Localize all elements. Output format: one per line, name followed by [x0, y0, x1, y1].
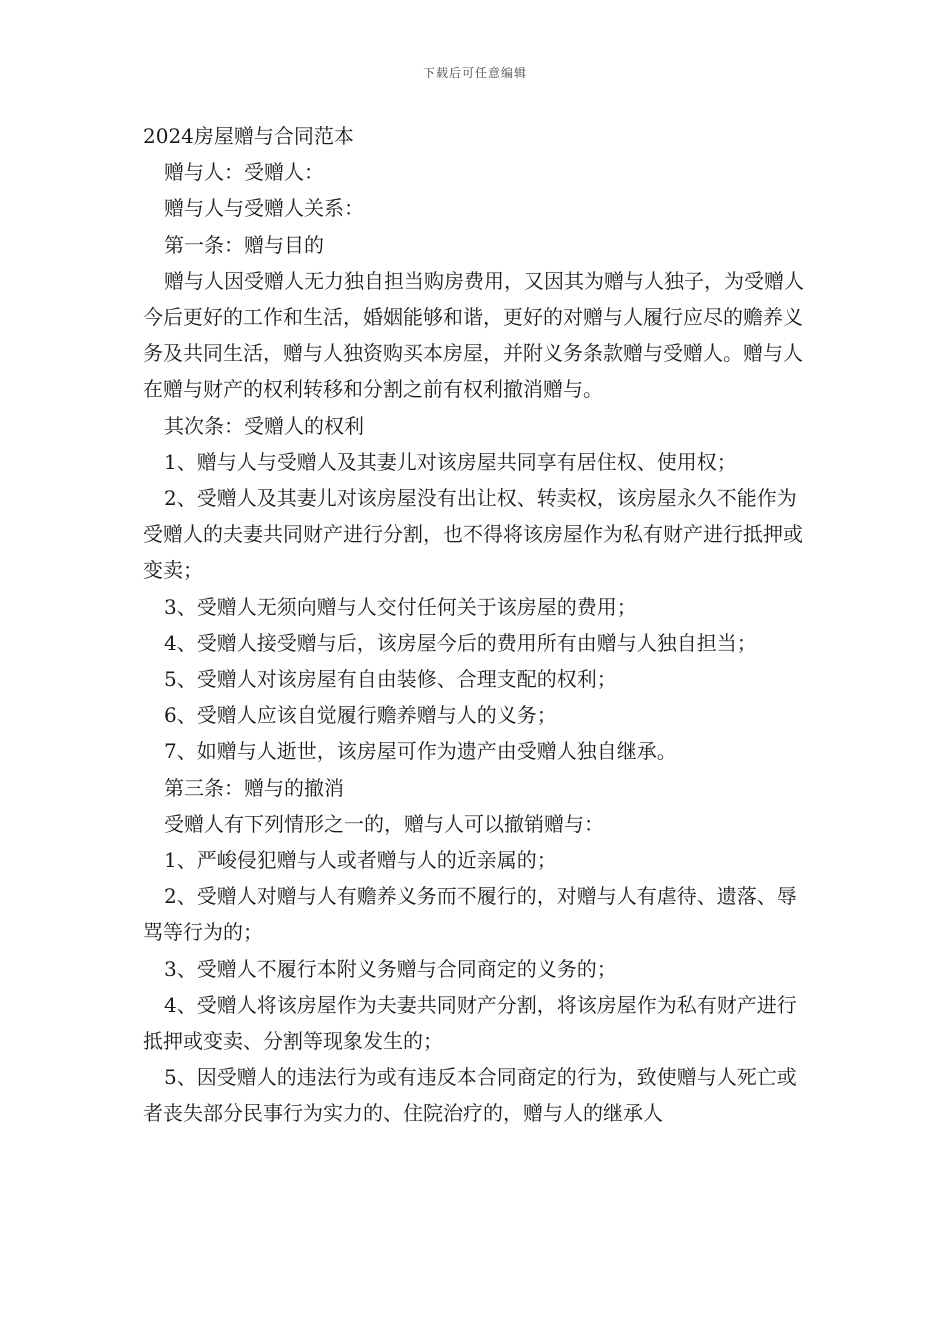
- paragraph-relationship: 赠与人与受赠人关系：: [164, 196, 364, 221]
- article-3-item-4: 4、受赠人将该房屋作为夫妻共同财产分割，将该房屋作为私有财产进行抵押或变卖、分割等现象发生的；: [143, 992, 797, 1054]
- article-2-item-7: 7、如赠与人逝世，该房屋可作为遗产由受赠人独自继承。: [164, 739, 677, 764]
- paragraph-parties: 赠与人：受赠人：: [164, 160, 324, 185]
- article-2-heading: 其次条：受赠人的权利: [164, 413, 364, 438]
- article-1-heading: 第一条：赠与目的: [164, 232, 324, 257]
- article-2-item-4: 4、受赠人接受赠与后，该房屋今后的费用所有由赠与人独自担当；: [164, 630, 757, 655]
- article-2-item-1: 1、赠与人与受赠人及其妻儿对该房屋共同享有居住权、使用权；: [164, 449, 737, 474]
- article-3-heading: 第三条：赠与的撤消: [164, 775, 344, 800]
- article-1-body: 赠与人因受赠人无力独自担当购房费用，又因其为赠与人独子，为受赠人今后更好的工作和生活，婚姻能够和谐，更好的对赠与人履行应尽的赡养义务及共同生活，赠与人独资购买本房屋，并附义务条款赠与受赠人。赠与人在赠与财产的权利转移和分割之前有权利撤消赠与。: [143, 268, 804, 402]
- article-3-item-5: 5、因受赠人的违法行为或有违反本合同商定的行为，致使赠与人死亡或者丧失部分民事行为实力的、住院治疗的，赠与人的继承人: [143, 1065, 797, 1126]
- article-3-item-3: 3、受赠人不履行本附义务赠与合同商定的义务的；: [164, 956, 617, 981]
- article-2-item-2: 2、受赠人及其妻儿对该房屋没有出让权、转卖权，该房屋永久不能作为受赠人的夫妻共同财产进行分割，也不得将该房屋作为私有财产进行抵押或变卖；: [143, 486, 803, 583]
- article-2-item-5: 5、受赠人对该房屋有自由装修、合理支配的权利；: [164, 667, 617, 692]
- document-title: 2024房屋赠与合同范本: [143, 124, 354, 148]
- header-note: 下载后可任意编辑: [422, 66, 527, 80]
- article-2-item-6: 6、受赠人应该自觉履行赡养赠与人的义务；: [164, 703, 557, 728]
- article-3-item-1: 1、严峻侵犯赠与人或者赠与人的近亲属的；: [164, 848, 557, 873]
- article-3-intro: 受赠人有下列情形之一的，赠与人可以撤销赠与：: [164, 811, 604, 836]
- article-3-item-2: 2、受赠人对赠与人有赡养义务而不履行的，对赠与人有虐待、遗落、辱骂等行为的；: [143, 884, 797, 945]
- document-body: [143, 118, 813, 1132]
- article-2-item-3: 3、受赠人无须向赠与人交付任何关于该房屋的费用；: [164, 594, 637, 619]
